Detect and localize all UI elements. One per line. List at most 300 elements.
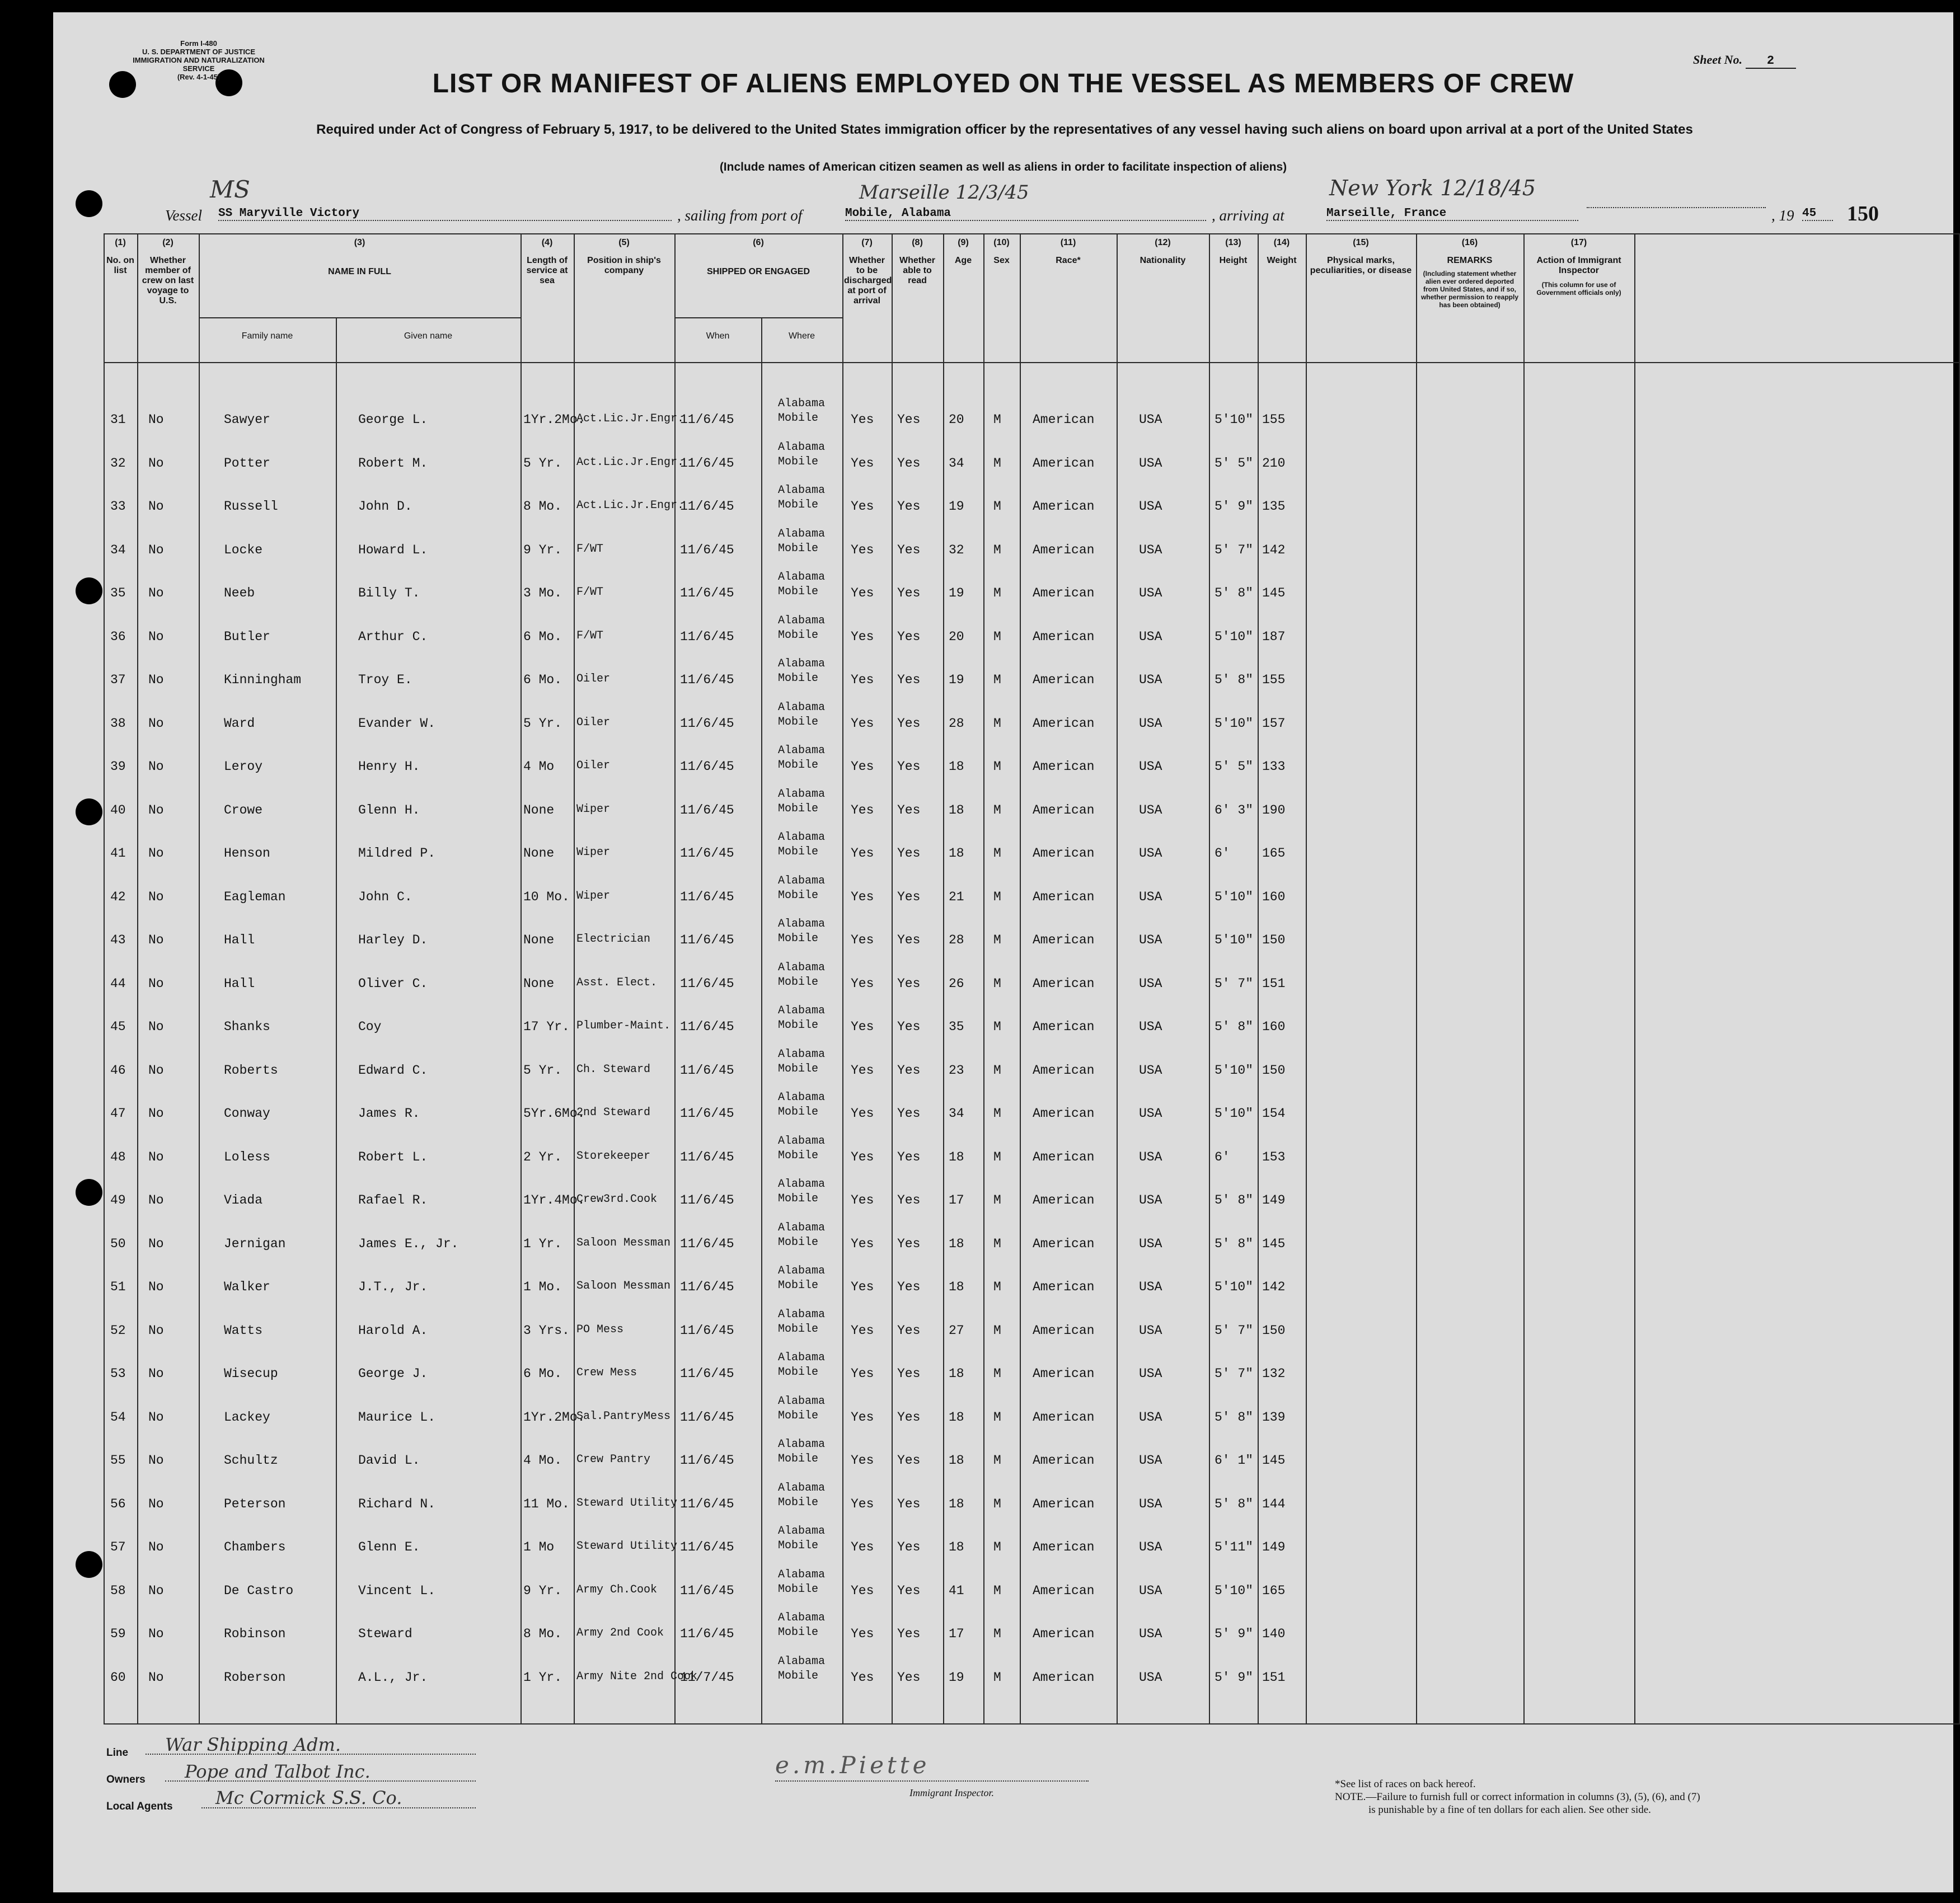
col-family-cell: Robinson: [224, 1627, 286, 1641]
table-row: [104, 787, 1959, 825]
col-last-cell: No: [148, 1627, 164, 1641]
col-age-cell: 18: [949, 846, 964, 861]
table-row: [104, 1265, 1959, 1302]
col-weight-cell: 151: [1262, 976, 1286, 991]
col-weight-cell: 132: [1262, 1366, 1286, 1381]
col-read-cell: Yes: [897, 716, 921, 731]
col-weight-cell: 165: [1262, 846, 1286, 861]
column-header: Whether able to read: [899, 256, 935, 285]
col-age-cell: 21: [949, 889, 964, 904]
col-when-cell: 11/6/45: [680, 1453, 734, 1468]
col-disch-cell: Yes: [851, 499, 874, 514]
col-given-cell: John C.: [358, 889, 412, 904]
sheet-number-label: Sheet No.: [1693, 53, 1742, 67]
col-where-cell: Alabama Mobile: [778, 831, 826, 858]
col-where-cell: Alabama Mobile: [778, 1568, 826, 1596]
table-row: [104, 1047, 1959, 1086]
col-no-cell: 33: [110, 499, 126, 514]
table-row: [104, 1525, 1959, 1562]
inspector-label: Immigrant Inspector.: [909, 1787, 994, 1798]
column-number: (1): [115, 238, 126, 247]
column-header-note: (This column for use of Government officials only): [1536, 281, 1621, 297]
column-header: Race*: [1056, 256, 1081, 265]
col-family-cell: Shanks: [224, 1019, 270, 1034]
footnote: *See list of races on back hereof. NOTE.—Failure to furnish full or correct information in columns (3), (5), (6), and (7) is punishable by a fine of ten dollars for each alien. See other side.: [1335, 1778, 1700, 1816]
col-position-cell: Steward Utility: [576, 1540, 678, 1553]
col-when-cell: 11/6/45: [680, 846, 734, 861]
sheet-number-value: 2: [1746, 54, 1796, 69]
col-nat-cell: USA: [1139, 499, 1162, 514]
agents-value: Mc Cormick S.S. Co.: [215, 1787, 402, 1808]
col-where-cell: Alabama Mobile: [778, 484, 826, 511]
col-height-cell: 5'10": [1215, 1583, 1254, 1598]
col-service-cell: 10 Mo.: [523, 889, 570, 904]
col-position-cell: Sal.PantryMess: [576, 1409, 671, 1423]
punch-hole: [76, 577, 102, 604]
col-sex-cell: M: [993, 1583, 1001, 1598]
col-family-cell: Viada: [224, 1193, 263, 1207]
col-given-cell: James E., Jr.: [358, 1236, 459, 1251]
col-weight-cell: 160: [1262, 889, 1286, 904]
col-race-cell: American: [1033, 1149, 1095, 1164]
col-no-cell: 41: [110, 846, 126, 861]
col-sex-cell: M: [993, 933, 1001, 947]
col-read-cell: Yes: [897, 1453, 921, 1468]
col-race-cell: American: [1033, 542, 1095, 557]
col-read-cell: Yes: [897, 1670, 921, 1685]
vessel-handwritten: MS: [210, 176, 250, 203]
col-service-cell: 1Yr.2Mo.: [523, 1409, 585, 1425]
owners-label: Owners: [106, 1774, 146, 1785]
col-weight-cell: 144: [1262, 1496, 1286, 1511]
table-row: [104, 1568, 1959, 1606]
col-where-cell: Alabama Mobile: [778, 657, 826, 685]
col-height-cell: 6': [1215, 1149, 1230, 1164]
table-row: [104, 918, 1959, 955]
column-header: REMARKS: [1447, 256, 1493, 265]
col-height-cell: 5' 9": [1215, 1670, 1254, 1685]
col-read-cell: Yes: [897, 1540, 921, 1554]
arriving-port: Marseille, France: [1326, 207, 1578, 221]
col-nat-cell: USA: [1139, 1106, 1162, 1121]
column-header: Weight: [1267, 256, 1297, 265]
col-sex-cell: M: [993, 455, 1001, 471]
col-where-cell: Alabama Mobile: [778, 874, 826, 902]
col-weight-cell: 149: [1262, 1540, 1286, 1554]
col-when-cell: 11/6/45: [680, 1280, 734, 1294]
col-disch-cell: Yes: [851, 586, 874, 600]
col-nat-cell: USA: [1139, 1627, 1162, 1641]
col-sex-cell: M: [993, 1670, 1001, 1685]
col-service-cell: 9 Yr.: [523, 542, 562, 557]
col-read-cell: Yes: [897, 1583, 921, 1598]
col-age-cell: 18: [949, 1496, 964, 1511]
col-where-cell: Alabama Mobile: [778, 1134, 826, 1162]
arrival-date-blank: [1587, 207, 1766, 208]
column-number: (13): [1225, 238, 1241, 247]
col-disch-cell: Yes: [851, 1583, 874, 1598]
column-number: (5): [618, 238, 630, 247]
table-row: [104, 744, 1959, 782]
table-row: [104, 484, 1959, 521]
col-when-cell: 11/6/45: [680, 1540, 734, 1554]
col-race-cell: American: [1033, 1366, 1095, 1381]
col-no-cell: 38: [110, 716, 126, 731]
col-last-cell: No: [148, 629, 164, 644]
col-disch-cell: Yes: [851, 759, 874, 774]
form-identifier: Form I-480 U. S. DEPARTMENT OF JUSTICE IMMIGRATION AND NATURALIZATION SERVICE (Rev. 4-1-45): [133, 39, 265, 81]
col-given-cell: George L.: [358, 412, 428, 427]
col-nat-cell: USA: [1139, 1280, 1162, 1294]
col-nat-cell: USA: [1139, 586, 1162, 600]
col-no-cell: 56: [110, 1496, 126, 1511]
column-header: Whether member of crew on last voyage to U.S.: [142, 256, 194, 306]
column-subheader: Where: [788, 331, 815, 341]
col-height-cell: 5' 7": [1215, 976, 1254, 991]
col-last-cell: No: [148, 1670, 164, 1685]
col-when-cell: 11/6/45: [680, 629, 734, 644]
col-family-cell: Chambers: [224, 1540, 286, 1554]
col-height-cell: 6': [1215, 846, 1230, 861]
table-row: [104, 571, 1959, 608]
col-position-cell: Storekeeper: [576, 1149, 651, 1163]
col-position-cell: Act.Lic.Jr.Engr.: [576, 455, 684, 469]
column-header: Length of service at sea: [526, 256, 568, 285]
col-read-cell: Yes: [897, 1236, 921, 1251]
col-age-cell: 19: [949, 1670, 964, 1685]
col-race-cell: American: [1033, 1627, 1095, 1641]
table-row: [104, 614, 1959, 652]
col-height-cell: 5'11": [1215, 1540, 1254, 1554]
col-read-cell: Yes: [897, 455, 921, 471]
col-weight-cell: 210: [1262, 455, 1286, 471]
col-service-cell: 5 Yr.: [523, 716, 562, 731]
col-read-cell: Yes: [897, 542, 921, 557]
col-when-cell: 11/6/45: [680, 889, 734, 904]
col-when-cell: 11/6/45: [680, 1409, 734, 1425]
col-service-cell: 2 Yr.: [523, 1149, 562, 1164]
col-height-cell: 5'10": [1215, 1063, 1254, 1078]
col-position-cell: F/WT: [576, 542, 604, 556]
col-given-cell: Howard L.: [358, 542, 428, 557]
col-read-cell: Yes: [897, 1627, 921, 1641]
col-weight-cell: 145: [1262, 1236, 1286, 1251]
col-read-cell: Yes: [897, 976, 921, 991]
col-race-cell: American: [1033, 1540, 1095, 1554]
col-service-cell: 11 Mo.: [523, 1496, 570, 1511]
col-disch-cell: Yes: [851, 1236, 874, 1251]
col-where-cell: Alabama Mobile: [778, 1004, 826, 1032]
col-sex-cell: M: [993, 1149, 1001, 1164]
col-disch-cell: Yes: [851, 1540, 874, 1554]
col-family-cell: Wisecup: [224, 1366, 278, 1381]
col-weight-cell: 133: [1262, 759, 1286, 774]
col-sex-cell: M: [993, 846, 1001, 861]
col-family-cell: Henson: [224, 846, 270, 861]
sailing-label: , sailing from port of: [677, 207, 803, 224]
col-last-cell: No: [148, 673, 164, 687]
col-family-cell: Neeb: [224, 586, 255, 600]
col-position-cell: Saloon Messman: [576, 1280, 671, 1293]
col-age-cell: 18: [949, 1366, 964, 1381]
col-height-cell: 5'10": [1215, 1280, 1254, 1294]
col-age-cell: 18: [949, 802, 964, 817]
col-height-cell: 5'10": [1215, 933, 1254, 947]
col-nat-cell: USA: [1139, 1149, 1162, 1164]
col-weight-cell: 145: [1262, 586, 1286, 600]
col-where-cell: Alabama Mobile: [778, 1091, 826, 1119]
col-when-cell: 11/6/45: [680, 976, 734, 991]
col-read-cell: Yes: [897, 846, 921, 861]
col-given-cell: Troy E.: [358, 673, 412, 687]
subtitle: Required under Act of Congress of February 5, 1917, to be delivered to the United States immigration officer by the representatives of any vessel having such aliens on board upon arrival at a port of the United States: [316, 122, 1693, 137]
col-no-cell: 34: [110, 542, 126, 557]
arriving-port-handwritten: New York 12/18/45: [1329, 176, 1536, 200]
col-nat-cell: USA: [1139, 976, 1162, 991]
col-no-cell: 55: [110, 1453, 126, 1468]
signature-line: [775, 1764, 1089, 1782]
col-no-cell: 44: [110, 976, 126, 991]
col-service-cell: 8 Mo.: [523, 1627, 562, 1641]
col-weight-cell: 153: [1262, 1149, 1286, 1164]
col-when-cell: 11/6/45: [680, 1627, 734, 1641]
col-nat-cell: USA: [1139, 1236, 1162, 1251]
col-position-cell: Asst. Elect.: [576, 976, 658, 989]
col-position-cell: F/WT: [576, 629, 604, 642]
table-row: [104, 1611, 1959, 1649]
col-when-cell: 11/6/45: [680, 673, 734, 687]
col-disch-cell: Yes: [851, 1453, 874, 1468]
column-subheader: Given name: [404, 331, 453, 341]
col-where-cell: Alabama Mobile: [778, 571, 826, 598]
table-row: [104, 1394, 1959, 1432]
column-number: (8): [912, 238, 923, 247]
col-family-cell: Conway: [224, 1106, 270, 1121]
col-age-cell: 32: [949, 542, 964, 557]
table-row: [104, 701, 1959, 739]
col-sex-cell: M: [993, 412, 1001, 427]
col-read-cell: Yes: [897, 1019, 921, 1034]
column-number: (12): [1155, 238, 1171, 247]
col-age-cell: 41: [949, 1583, 964, 1598]
col-position-cell: Wiper: [576, 846, 611, 859]
col-given-cell: Vincent L.: [358, 1583, 436, 1598]
col-service-cell: 5Yr.6Mo.: [523, 1106, 585, 1121]
col-given-cell: James R.: [358, 1106, 420, 1121]
col-given-cell: Evander W.: [358, 716, 436, 731]
col-age-cell: 28: [949, 933, 964, 947]
table-row: [104, 961, 1959, 999]
col-last-cell: No: [148, 976, 164, 991]
col-position-cell: Ch. Steward: [576, 1063, 651, 1076]
col-no-cell: 58: [110, 1583, 126, 1598]
punch-hole: [76, 190, 102, 217]
col-where-cell: Alabama Mobile: [778, 1611, 826, 1639]
col-no-cell: 45: [110, 1019, 126, 1034]
table-row: [104, 657, 1959, 695]
col-given-cell: Steward: [358, 1627, 412, 1641]
col-read-cell: Yes: [897, 889, 921, 904]
col-sex-cell: M: [993, 802, 1001, 817]
col-nat-cell: USA: [1139, 1583, 1162, 1598]
col-age-cell: 18: [949, 1236, 964, 1251]
col-no-cell: 48: [110, 1149, 126, 1164]
table-row: [104, 1481, 1959, 1519]
col-last-cell: No: [148, 1540, 164, 1554]
col-age-cell: 18: [949, 1540, 964, 1554]
col-position-cell: Crew Pantry: [576, 1453, 651, 1466]
table-row: [104, 1308, 1959, 1346]
col-service-cell: 1Yr.2Mo.: [523, 412, 585, 427]
col-position-cell: Army Nite 2nd Cook: [576, 1670, 698, 1683]
col-read-cell: Yes: [897, 1366, 921, 1381]
col-service-cell: 6 Mo.: [523, 1366, 562, 1381]
col-sex-cell: M: [993, 1496, 1001, 1511]
col-no-cell: 60: [110, 1670, 126, 1685]
column-header: SHIPPED OR ENGAGED: [706, 267, 810, 276]
col-service-cell: 9 Yr.: [523, 1583, 562, 1598]
column-subheader: When: [706, 331, 730, 341]
col-sex-cell: M: [993, 889, 1001, 904]
table-row: [104, 1655, 1959, 1693]
col-height-cell: 5' 9": [1215, 499, 1254, 514]
col-given-cell: Richard N.: [358, 1496, 436, 1511]
column-number: (17): [1570, 238, 1587, 247]
col-nat-cell: USA: [1139, 1670, 1162, 1685]
col-disch-cell: Yes: [851, 1106, 874, 1121]
col-disch-cell: Yes: [851, 1323, 874, 1338]
col-given-cell: Robert M.: [358, 455, 428, 471]
col-weight-cell: 135: [1262, 499, 1286, 514]
col-weight-cell: 150: [1262, 1323, 1286, 1338]
col-where-cell: Alabama Mobile: [778, 1221, 826, 1249]
col-age-cell: 18: [949, 1453, 964, 1468]
col-height-cell: 5' 5": [1215, 455, 1254, 471]
col-race-cell: American: [1033, 412, 1095, 427]
col-family-cell: Ward: [224, 716, 255, 731]
col-when-cell: 11/6/45: [680, 1063, 734, 1078]
col-last-cell: No: [148, 759, 164, 774]
vessel-line: [165, 176, 1900, 231]
col-sex-cell: M: [993, 1323, 1001, 1338]
col-nat-cell: USA: [1139, 629, 1162, 644]
col-last-cell: No: [148, 1063, 164, 1078]
page-title: LIST OR MANIFEST OF ALIENS EMPLOYED ON THE VESSEL AS MEMBERS OF CREW: [432, 69, 1574, 98]
col-when-cell: 11/6/45: [680, 586, 734, 600]
sheet-number: [1693, 53, 1796, 69]
col-family-cell: Locke: [224, 542, 263, 557]
col-service-cell: 5 Yr.: [523, 455, 562, 471]
col-where-cell: Alabama Mobile: [778, 614, 826, 642]
col-disch-cell: Yes: [851, 1670, 874, 1685]
col-race-cell: American: [1033, 889, 1095, 904]
col-family-cell: De Castro: [224, 1583, 294, 1598]
col-sex-cell: M: [993, 1193, 1001, 1207]
column-number: (7): [861, 238, 873, 247]
col-race-cell: American: [1033, 933, 1095, 947]
col-nat-cell: USA: [1139, 673, 1162, 687]
col-nat-cell: USA: [1139, 1063, 1162, 1078]
col-age-cell: 23: [949, 1063, 964, 1078]
table-row: [104, 1351, 1959, 1389]
col-read-cell: Yes: [897, 802, 921, 817]
col-sex-cell: M: [993, 976, 1001, 991]
col-weight-cell: 150: [1262, 933, 1286, 947]
col-service-cell: 1 Mo: [523, 1540, 555, 1554]
table-row: [104, 527, 1959, 565]
col-where-cell: Alabama Mobile: [778, 1394, 826, 1422]
col-family-cell: Schultz: [224, 1453, 278, 1468]
table-row: [104, 397, 1959, 435]
col-nat-cell: USA: [1139, 1496, 1162, 1511]
column-header: Height: [1219, 256, 1248, 265]
col-disch-cell: Yes: [851, 1149, 874, 1164]
col-height-cell: 5' 7": [1215, 1366, 1254, 1381]
col-no-cell: 52: [110, 1323, 126, 1338]
col-family-cell: Hall: [224, 976, 255, 991]
punch-hole: [76, 1551, 102, 1578]
col-last-cell: No: [148, 455, 164, 471]
col-family-cell: Crowe: [224, 802, 263, 817]
col-height-cell: 5'10": [1215, 716, 1254, 731]
column-number: (15): [1353, 238, 1369, 247]
col-family-cell: Loless: [224, 1149, 270, 1164]
col-position-cell: Steward Utility: [576, 1496, 678, 1510]
col-disch-cell: Yes: [851, 889, 874, 904]
col-last-cell: No: [148, 846, 164, 861]
col-given-cell: Billy T.: [358, 586, 420, 600]
col-nat-cell: USA: [1139, 716, 1162, 731]
year-label: , 19: [1771, 207, 1794, 224]
col-race-cell: American: [1033, 586, 1095, 600]
col-last-cell: No: [148, 542, 164, 557]
col-nat-cell: USA: [1139, 1409, 1162, 1425]
col-when-cell: 11/6/45: [680, 542, 734, 557]
col-sex-cell: M: [993, 542, 1001, 557]
col-weight-cell: 190: [1262, 802, 1286, 817]
col-service-cell: 3 Mo.: [523, 586, 562, 600]
table-row: [104, 831, 1959, 868]
col-age-cell: 18: [949, 1149, 964, 1164]
col-read-cell: Yes: [897, 1323, 921, 1338]
col-age-cell: 17: [949, 1627, 964, 1641]
col-disch-cell: Yes: [851, 1409, 874, 1425]
col-where-cell: Alabama Mobile: [778, 1265, 826, 1292]
col-family-cell: Kinningham: [224, 673, 302, 687]
col-service-cell: 1 Mo.: [523, 1280, 562, 1294]
col-disch-cell: Yes: [851, 933, 874, 947]
col-age-cell: 27: [949, 1323, 964, 1338]
col-height-cell: 5' 8": [1215, 1193, 1254, 1207]
col-when-cell: 11/6/45: [680, 455, 734, 471]
col-position-cell: Army 2nd Cook: [576, 1627, 664, 1639]
col-service-cell: 6 Mo.: [523, 673, 562, 687]
col-no-cell: 36: [110, 629, 126, 644]
col-age-cell: 19: [949, 499, 964, 514]
col-family-cell: Russell: [224, 499, 278, 514]
col-where-cell: Alabama Mobile: [778, 1438, 826, 1465]
col-disch-cell: Yes: [851, 846, 874, 861]
line-label: Line: [106, 1747, 129, 1759]
col-given-cell: George J.: [358, 1366, 428, 1381]
col-height-cell: 5' 8": [1215, 1019, 1254, 1034]
page-number: 150: [1847, 202, 1879, 225]
col-weight-cell: 140: [1262, 1627, 1286, 1641]
col-family-cell: Leroy: [224, 759, 263, 774]
col-height-cell: 6' 3": [1215, 802, 1254, 817]
col-when-cell: 11/6/45: [680, 1149, 734, 1164]
col-given-cell: J.T., Jr.: [358, 1280, 428, 1294]
